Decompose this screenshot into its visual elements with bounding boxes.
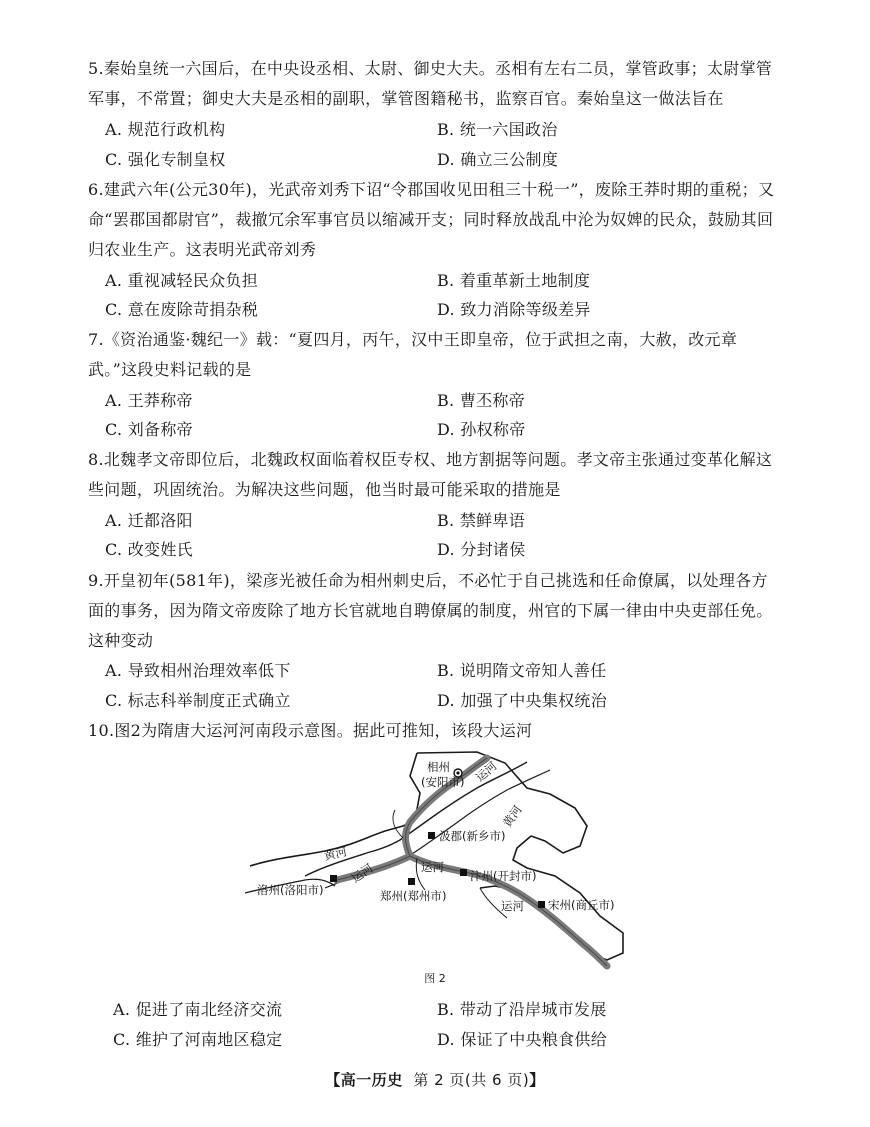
question-7-option-a: A. 王莽称帝: [105, 391, 193, 410]
question-8-option-a: A. 迁都洛阳: [105, 511, 193, 530]
question-6-option-a: A. 重视减轻民众负担: [105, 271, 259, 290]
label-canal-south: 运河: [501, 899, 524, 913]
page-footer: [0, 1069, 870, 1090]
question-6-stem: 6.建武六年(公元30年)，光武帝刘秀下诏“令郡国收见田租三十税一”，废除王莽时期的重税；又命“罢郡国都尉官”，裁撤冗余军事官员以缩减开支；同时释放战乱中沦为奴婢的民众，鼓励其回归农业生产。这表明光武帝刘秀: [88, 180, 775, 259]
question-8-stem: 8.北魏孝文帝即位后，北魏政权面临着权臣专权、地方割据等问题。孝文帝主张通过变革化解这些问题，巩固统治。为解决这些问题，他当时最可能采取的措施是: [88, 450, 773, 499]
question-5-option-c: C. 强化专制皇权: [105, 150, 226, 169]
question-5-option-a: A. 规范行政机构: [105, 120, 226, 139]
songzhou-marker: [538, 901, 545, 908]
label-canal-mid: 运河: [421, 860, 444, 874]
jijun-marker: [428, 832, 435, 839]
question-10-option-d: D. 保证了中央粮食供给: [437, 1030, 608, 1049]
footer-subject: 高一历史: [340, 1071, 403, 1089]
label-bianzhou: 汴州(开封市): [470, 869, 537, 883]
question-8-option-b: B. 禁鲜卑语: [437, 511, 526, 530]
label-canal-west: 运河: [348, 860, 376, 886]
label-xiangzhou: 相州: [427, 760, 450, 774]
luozhou-marker: [330, 875, 337, 882]
grand-canal-map: [245, 748, 630, 970]
label-zhengzhou: 郑州(郑州市): [380, 889, 447, 903]
question-9-option-c: C. 标志科举制度正式确立: [105, 691, 291, 710]
label-luozhou: 洛州(洛阳市): [257, 883, 324, 897]
question-10-option-b: B. 带动了沿岸城市发展: [437, 1000, 607, 1019]
label-songzhou: 宋州(商丘市): [548, 898, 615, 912]
question-10-option-a: A. 促进了南北经济交流: [113, 1000, 283, 1019]
question-6-option-b: B. 着重革新土地制度: [437, 271, 591, 290]
question-6-option-d: D. 致力消除等级差异: [437, 300, 591, 319]
question-9-option-b: B. 说明隋文帝知人善任: [437, 661, 607, 680]
grand-canal-route: [337, 758, 607, 966]
question-6-option-c: C. 意在废除苛捐杂税: [105, 300, 259, 319]
label-jijun: 汲郡(新乡市): [439, 829, 506, 843]
label-xiangzhou-modern: (安阳市): [421, 775, 465, 789]
question-10-stem: 10.图2为隋唐大运河河南段示意图。据此可推知，该段大运河: [88, 721, 533, 740]
label-canal-north: 运河: [472, 758, 500, 785]
question-7-option-c: C. 刘备称帝: [105, 420, 193, 439]
question-8-option-c: C. 改变姓氏: [105, 540, 193, 559]
figure-caption: 图 2: [424, 972, 446, 985]
footer-close-bracket: 】: [529, 1071, 545, 1089]
question-5-option-d: D. 确立三公制度: [437, 150, 559, 169]
bianzhou-marker: [460, 869, 467, 876]
question-7-stem: 7.《资治通鉴·魏纪一》载：“夏四月，丙午，汉中王即皇帝，位于武担之南，大赦，改元章武。”这段史料记载的是: [88, 330, 738, 379]
question-9-option-d: D. 加强了中央集权统治: [437, 691, 608, 710]
footer-page-info: 第 2 页(共 6 页): [413, 1071, 530, 1089]
question-5-stem: 5.秦始皇统一六国后，在中央设丞相、太尉、御史大夫。丞相有左右二员，掌管政事；太尉掌管军事，不常置；御史大夫是丞相的副职，掌管图籍秘书，监察百官。秦始皇这一做法旨在: [88, 59, 773, 108]
zhengzhou-marker: [408, 878, 415, 885]
label-yellow-river-east: 黄河: [499, 802, 525, 830]
label-yellow-river-west: 黄河: [322, 844, 349, 863]
question-7-option-d: D. 孙权称帝: [437, 420, 526, 439]
question-9-option-a: A. 导致相州治理效率低下: [105, 661, 291, 680]
question-10-option-c: C. 维护了河南地区稳定: [113, 1030, 283, 1049]
question-7-option-b: B. 曹丕称帝: [437, 391, 526, 410]
question-8-option-d: D. 分封诸侯: [437, 540, 526, 559]
question-9-stem: 9.开皇初年(581年)，梁彦光被任命为相州刺史后，不必忙于自己挑选和任命僚属，以处理各方面的事务，因为隋文帝废除了地方长官就地自聘僚属的制度，州官的下属一律由中央吏部任免。这种变动: [88, 571, 773, 650]
question-5-option-b: B. 统一六国政治: [437, 120, 558, 139]
footer-open-bracket: 【: [325, 1071, 341, 1089]
